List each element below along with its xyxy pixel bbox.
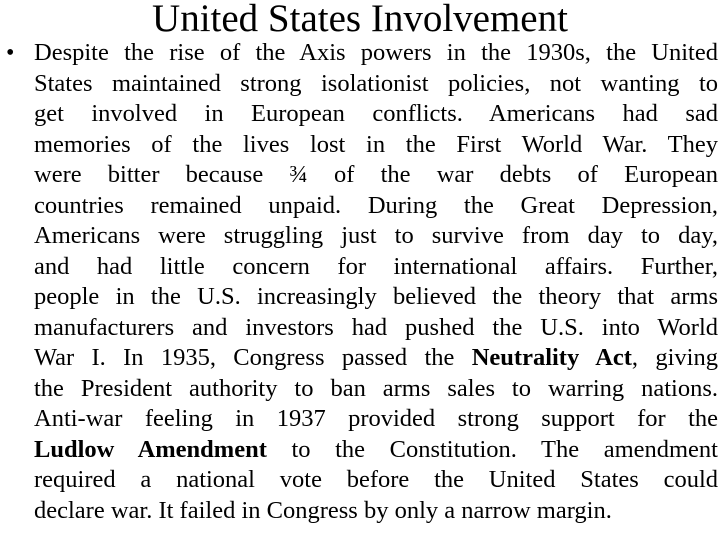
slide-title: United States Involvement <box>152 0 568 40</box>
text-line <box>34 69 718 100</box>
text-segment: were bitter because ¾ of the war debts of European <box>34 161 718 188</box>
text-segment: required a national vote before the United States could <box>34 466 718 493</box>
text-line <box>34 343 718 374</box>
text-line <box>34 191 718 222</box>
text-line <box>34 435 718 466</box>
text-segment: people in the U.S. increasingly believed the theory that arms <box>34 283 718 310</box>
bullet-marker: • <box>6 40 15 66</box>
text-segment: the President authority to ban arms sales to warring nations. <box>34 374 718 402</box>
text-line <box>34 282 718 313</box>
text-line <box>34 313 718 344</box>
bold-term: Neutrality Act <box>471 344 632 371</box>
text-line <box>34 496 718 527</box>
text-segment: Americans were struggling just to survive from day to day, <box>34 222 718 249</box>
text-segment: , giving <box>631 344 718 371</box>
text-line <box>34 99 718 130</box>
text-line <box>34 465 718 496</box>
text-line <box>34 252 718 283</box>
text-line <box>34 374 718 405</box>
text-line <box>34 404 718 435</box>
text-segment: get involved in European conflicts. Americans had sad <box>34 100 718 127</box>
bold-term: Ludlow Amendment <box>34 435 267 463</box>
text-segment: War I. In 1935, Congress passed the <box>34 344 472 371</box>
text-segment: to the Constitution. The amendment <box>266 435 718 463</box>
text-segment: manufacturers and investors had pushed the U.S. into World <box>34 313 718 341</box>
text-line <box>34 160 718 191</box>
text-segment: memories of the lives lost in the First World War. They <box>34 130 718 158</box>
text-segment: Anti-war feeling in 1937 provided strong support for the <box>34 405 718 432</box>
text-segment: and had little concern for international affairs. Further, <box>34 252 718 280</box>
text-line <box>34 38 718 69</box>
text-segment: Despite the rise of the Axis powers in the 1930s, the United <box>34 39 718 66</box>
text-line <box>34 130 718 161</box>
bullet-text <box>34 38 718 526</box>
text-segment: countries remained unpaid. During the Great Depression, <box>34 191 718 219</box>
text-segment: States maintained strong isolationist policies, not wanting to <box>34 69 718 97</box>
text-line <box>34 221 718 252</box>
text-segment: declare war. It failed in Congress by only a narrow margin. <box>34 496 612 524</box>
